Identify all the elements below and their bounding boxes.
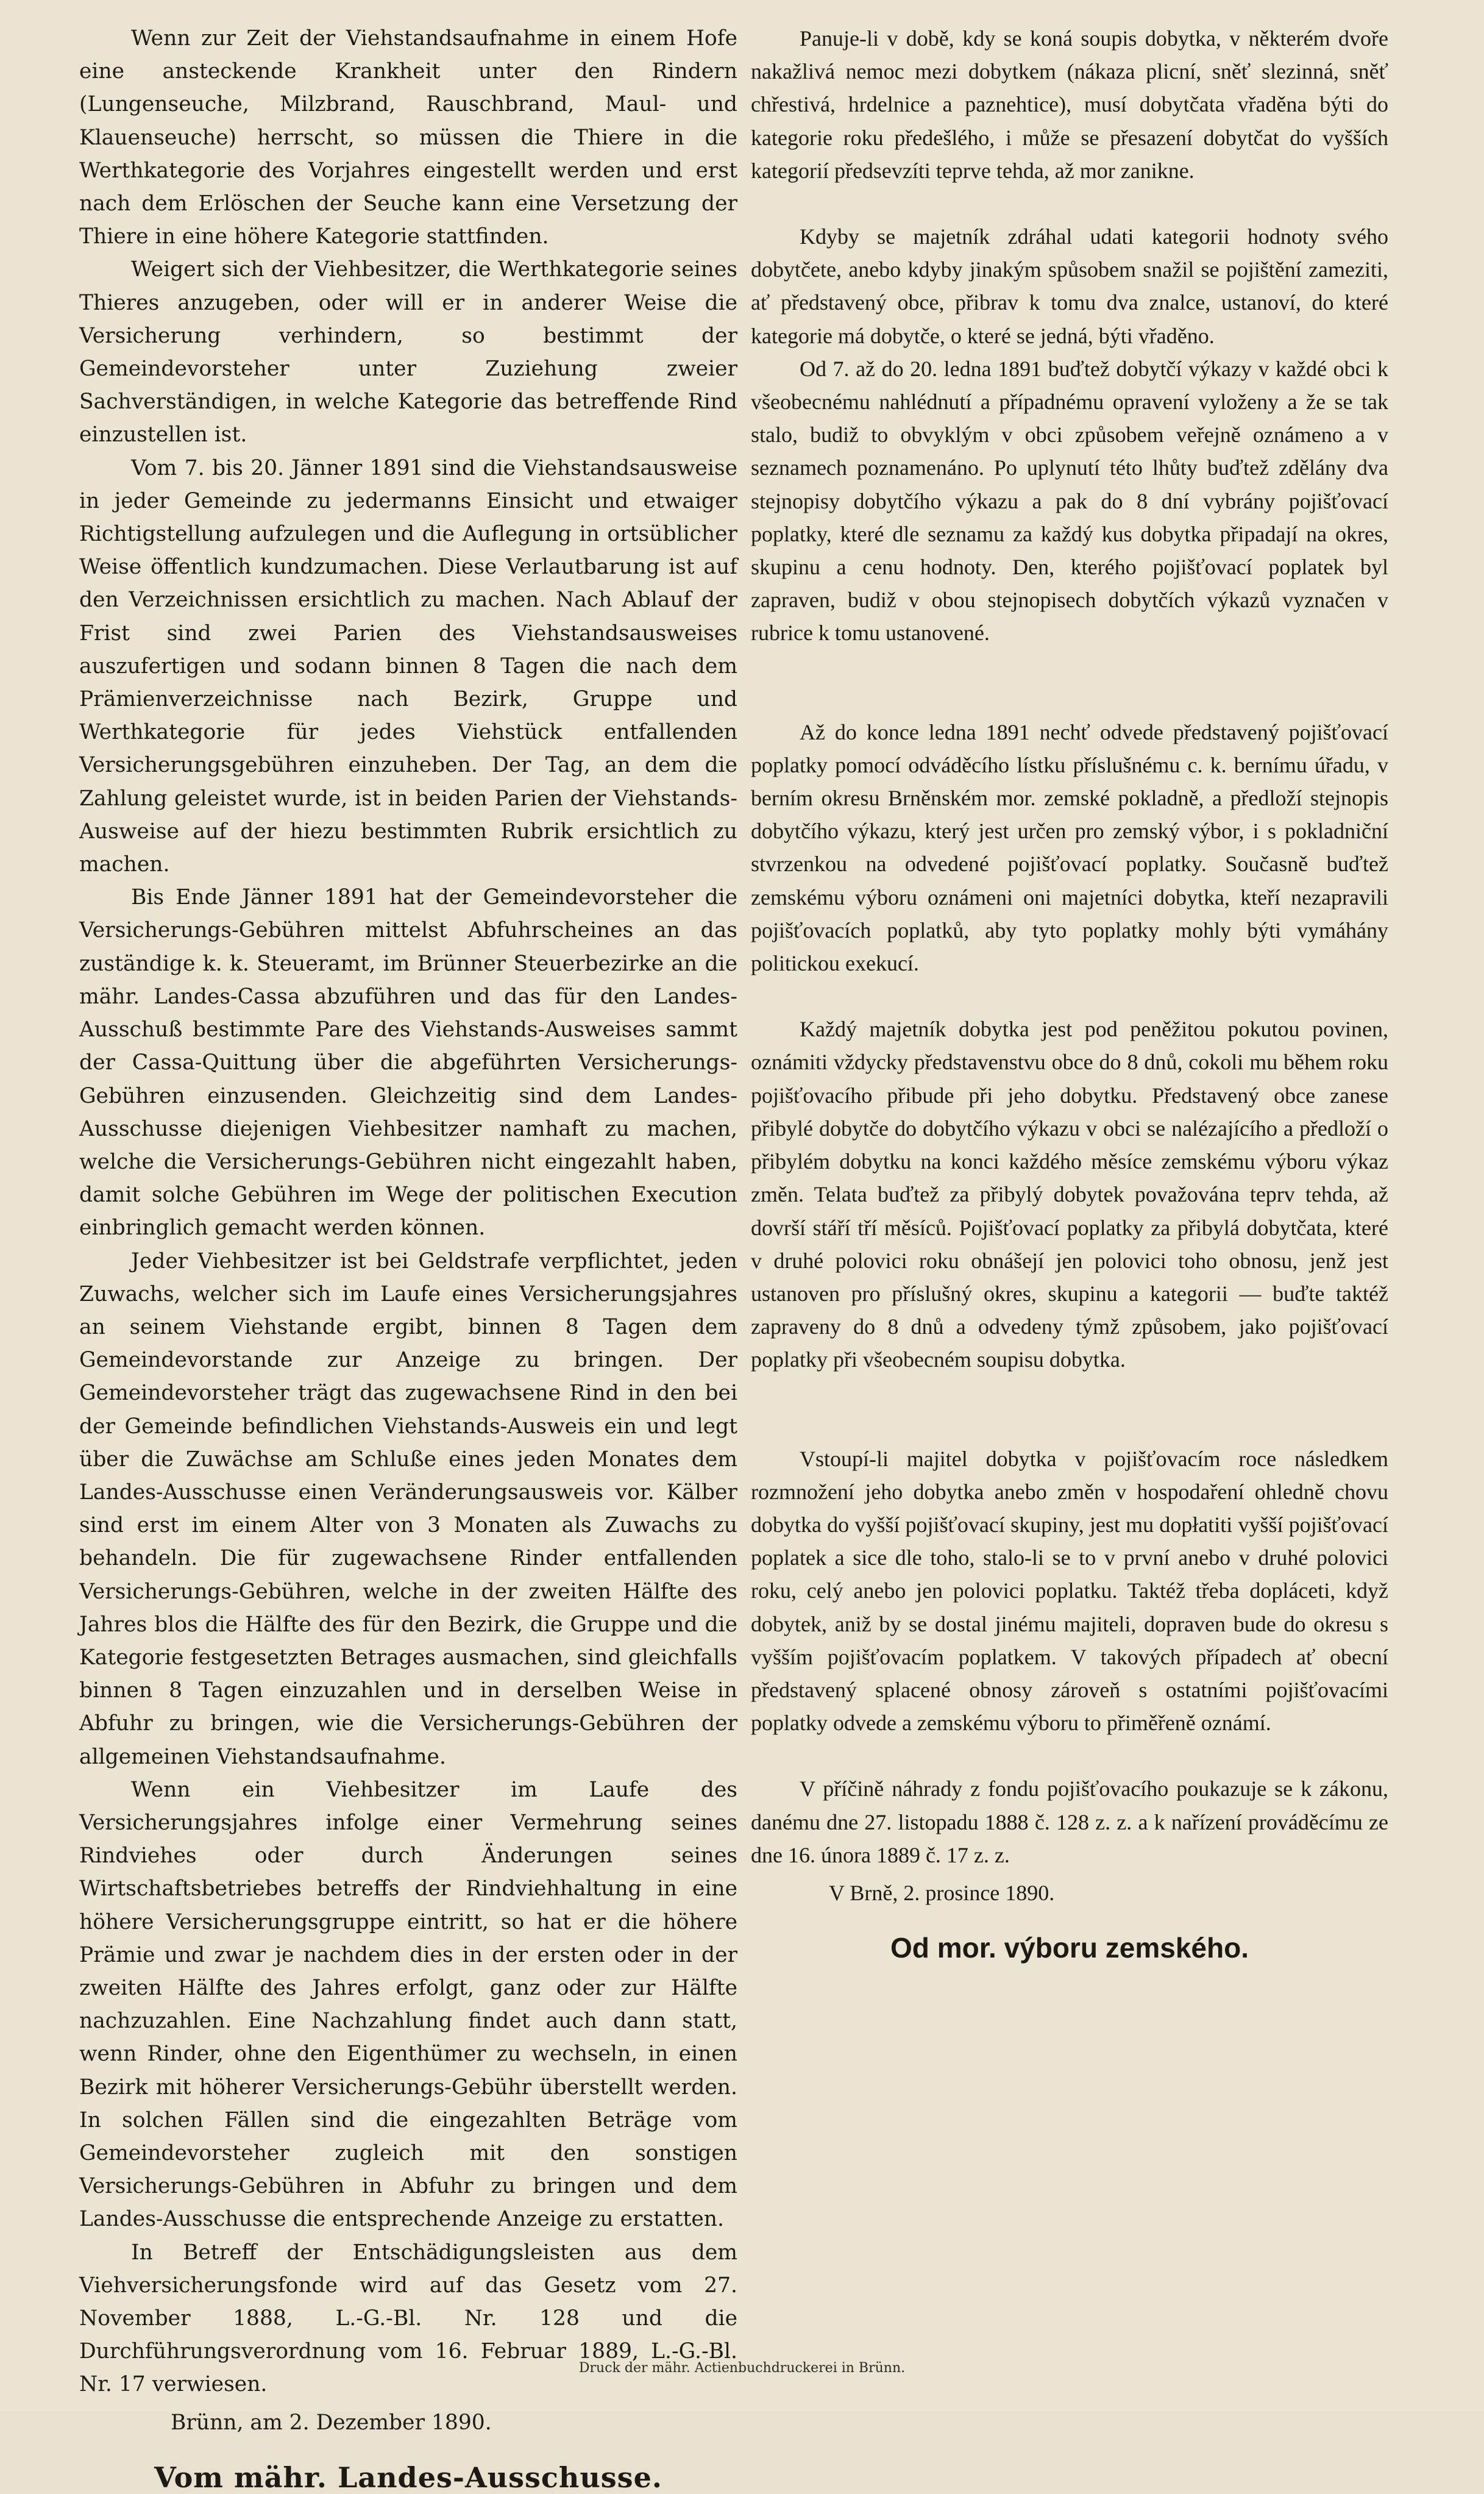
printer-imprint: Druck der mähr. Actienbuchdruckerei in Brünn.	[578, 2360, 906, 2376]
paragraph-spacer	[751, 187, 1388, 220]
czech-paragraph-1: Panuje-li v době, kdy se koná soupis dobytka, v některém dvoře nakažlivá nemoc mezi dobytkem (nákaza plicní, sněť slezinná, sněť chřestivá, hrdelnice a paznehtice), musí dobytčata vřaděna býti do kategorie roku předešlého, i může se přesazení dobytčat do vyšších kategorií předsevzíti teprve tehda, až mor zanikne.	[751, 26, 1388, 183]
czech-paragraph-6: Vstoupí-li majitel dobytka v pojišťovacím roce následkem rozmnožení jeho dobytka anebo změn v hospodaření ohledně chovu dobytka do vyšší pojišťovací skupiny, jest mu dopłatiti vyšší pojišťovací poplatek a sice dle toho, stalo-li se to v první anebo v druhé polovici roku, celý anebo jen polovici poplatku. Taktéž třeba dopláceti, když dobytek, aniž by se dostal jinému majiteli, dopraven bude do okresu s vyšším pojišťovacím poplatkem. V takových případech ať obecní představený splacené obnosy zároveň s ostatními pojišťovacími poplatky odvede a zemskému výboru to přiměřeně oznámí.	[751, 1446, 1388, 1736]
czech-column	[751, 22, 1388, 1964]
czech-paragraph-2: Kdyby se majetník zdráhal udati kategorii hodnoty svého dobytčete, anebo kdyby jinakým spůsobem snažil se pojištění zameziti, ať představený obce, přibrav k tomu dva znalce, ustanoví, do které kategorie má dobytče, o které se jedná, býti vřaděno.	[751, 224, 1388, 348]
german-paragraph-2: Weigert sich der Viehbesitzer, die Werthkategorie seines Thieres anzugeben, oder will er in anderer Weise die Versicherung verhindern, so bestimmt der Gemeindevorsteher unter Zuziehung zweier Sachverständigen, in welche Kategorie das betreffende Rind einzustellen ist.	[79, 257, 737, 447]
german-signature: Vom mähr. Landes-Ausschusse.	[154, 2460, 662, 2494]
czech-paragraph-3: Od 7. až do 20. ledna 1891 buďtež dobytčí výkazy v každé obci k všeobecnému nahlédnutí a případnému opravení vyloženy a že se tak stalo, budiž to obvyklým v obci způsobem veřejně oznámeno a v seznamech poznamenáno. Po uplynutí této lhůty buďtež zdělány dva stejnopisy dobytčího výkazu a pak do 8 dní vybrány pojišťovací poplatky, které dle seznamu za každý kus dobytka připadají na okres, skupinu a cenu hodnoty. Den, kterého pojišťovací poplatek byl zapraven, budiž v obou stejnopisech dobytčích výkazů vyznačen v rubrice k tomu ustanovené.	[751, 356, 1388, 646]
paragraph-spacer	[751, 1377, 1388, 1442]
german-paragraph-6: Wenn ein Viehbesitzer im Laufe des Versicherungsjahres infolge einer Vermehrung seines Rindviehes oder durch Änderungen seines Wirtschaftsbetriebes betreffs der Rindviehhaltung in eine höhere Versicherungsgruppe eintritt, so hat er die höhere Prämie und zwar je nachdem dies in der ersten oder in der zweiten Hälfte des Jahres erfolgt, ganz oder zur Hälfte nachzuzahlen. Eine Nachzahlung findet auch dann statt, wenn Rinder, ohne den Eigenthümer zu wechseln, in einen Bezirk mit höherer Versicherungs-Gebühr überstellt werden. In solchen Fällen sind die eingezahlten Beträge vom Gemeindevorsteher zugleich mit den sonstigen Versicherungs-Gebühren in Abfuhr zu bringen und dem Landes-Ausschusse die entsprechende Anzeige zu erstatten.	[79, 1777, 737, 2232]
german-column	[79, 22, 737, 2494]
german-paragraph-5: Jeder Viehbesitzer ist bei Geldstrafe verpflichtet, jeden Zuwachs, welcher sich im Laufe eines Versicherungsjahres an seinem Viehstande ergibt, binnen 8 Tagen dem Gemeindevorstande zur Anzeige zu bringen. Der Gemeindevorsteher trägt das zugewachsene Rind in den bei der Gemeinde befindlichen Viehstands-Ausweis ein und legt über die Zuwächse am Schluße eines jeden Monates dem Landes-Ausschusse einen Veränderungsausweis vor. Kälber sind erst im einem Alter von 3 Monaten als Zuwachs zu behandeln. Die für zugewachsene Rinder entfallenden Versicherungs-Gebühren, welche in der zweiten Hälfte des Jahres blos die Hälfte des für den Bezirk, die Gruppe und die Kategorie festgesetzten Betrages ausmachen, sind gleichfalls binnen 8 Tagen einzuzahlen und in derselben Weise in Abfuhr zu bringen, wie die Versicherungs-Gebühren der allgemeinen Viehstandsaufnahme.	[79, 1249, 737, 1769]
czech-place-date: V Brně, 2. prosince 1890.	[829, 1880, 1055, 1905]
german-place-date: Brünn, am 2. Dezember 1890.	[171, 2410, 492, 2435]
german-paragraph-1: Wenn zur Zeit der Viehstandsaufnahme in einem Hofe eine ansteckende Krankheit unter den Rindern (Lungenseuche, Milzbrand, Rauschbrand, Maul- und Klauenseuche) herrscht, so müssen die Thiere in die Werthkategorie des Vorjahres eingestellt werden und erst nach dem Erlöschen der Seuche kann eine Versetzung der Thiere in eine höhere Kategorie stattfinden.	[79, 26, 737, 249]
paragraph-spacer	[751, 1739, 1388, 1772]
german-paragraph-3: Vom 7. bis 20. Jänner 1891 sind die Viehstandsausweise in jeder Gemeinde zu jedermanns Einsicht und etwaiger Richtigstellung aufzulegen und die Auflegung in ortsüblicher Weise öffentlich kundzumachen. Diese Verlautbarung ist auf den Verzeichnissen ersichtlich zu machen. Nach Ablauf der Frist sind zwei Parien des Viehstandsausweises auszufertigen und sodann binnen 8 Tagen die nach dem Prämienverzeichnisse nach Bezirk, Gruppe und Werthkategorie für jedes Viehstück entfallenden Versicherungsgebühren einzuheben. Der Tag, an dem die Zahlung geleistet wurde, ist in beiden Parien der Viehstands-Ausweise auf der hiezu bestimmten Rubrik ersichtlich zu machen.	[79, 455, 737, 877]
czech-signature: Od mor. výboru zemského.	[890, 1932, 1249, 1964]
czech-paragraph-7: V příčině náhrady z fondu pojišťovacího poukazuje se k zákonu, danému dne 27. listopadu 1888 č. 128 z. z. a k nařízení prováděcímu ze dne 16. února 1889 č. 17 z. z.	[751, 1776, 1388, 1867]
german-paragraph-4: Bis Ende Jänner 1891 hat der Gemeindevorsteher die Versicherungs-Gebühren mittelst Abfuhrscheines an das zuständige k. k. Steueramt, im Brünner Steuerbezirke an die mähr. Landes-Cassa abzuführen und das für den Landes-Ausschuß bestimmte Pare des Viehstands-Ausweises sammt der Cassa-Quittung über die abgeführten Versicherungs-Gebühren einzusenden. Gleichzeitig sind dem Landes-Ausschusse diejenigen Viehbesitzer namhaft zu machen, welche die Versicherungs-Gebühren nicht eingezahlt haben, damit solche Gebühren im Wege der politischen Execution einbringlich gemacht werden können.	[79, 885, 737, 1241]
czech-paragraph-5: Každý majetník dobytka jest pod peněžitou pokutou povinen, oznámiti vždycky představenstvu obce do 8 dnů, cokoli mu během roku pojišťovacího přibude při jeho dobytku. Představený obce zanese přibylé dobytče do dobytčího výkazu v obci se nalézajícího a předloží o přibylém dobytku na konci každého měsíce zemskému výboru výkaz změn. Telata buďtež za přibylý dobytek považována teprv tehda, až dovrší stáří tří měsíců. Pojišťovací poplatky za přibylá dobytčata, které v druhé polovici roku obnášejí jen polovici toho obnosu, jenž jest ustanoven pro příslušný okres, skupinu a kategorii — buďte taktéž zapraveny do 8 dnů a odvedeny týmž způsobem, jako pojišťovací poplatky při všeobecném soupisu dobytka.	[751, 1017, 1388, 1372]
czech-paragraph-4: Až do konce ledna 1891 nechť odvede představený pojišťovací poplatky pomocí odváděcího lístku příslušnému c. k. bernímu úřadu, v berním okresu Brněnském mor. zemské pokladně, a předloží stejnopis dobytčího výkazu, který jest určen pro zemský výbor, i s pokladniční stvrzenkou na odvedené pojišťovací poplatky. Současně buďtež zemskému výboru oznámeni oni majetníci dobytka, kteří nezapravili pojišťovacích poplatků, aby tyto poplatky mohly býti vymáhány politickou exekucí.	[751, 719, 1388, 976]
german-paragraph-7: In Betreff der Entschädigungsleisten aus dem Viehversicherungsfonde wird auf das Gesetz vom 27. November 1888, L.-G.-Bl. Nr. 128 und die Durchführungsverordnung vom 16. Februar 1889, L.-G.-Bl. Nr. 17 verwiesen.	[79, 2240, 737, 2397]
paragraph-spacer	[751, 650, 1388, 716]
paragraph-spacer	[751, 980, 1388, 1013]
